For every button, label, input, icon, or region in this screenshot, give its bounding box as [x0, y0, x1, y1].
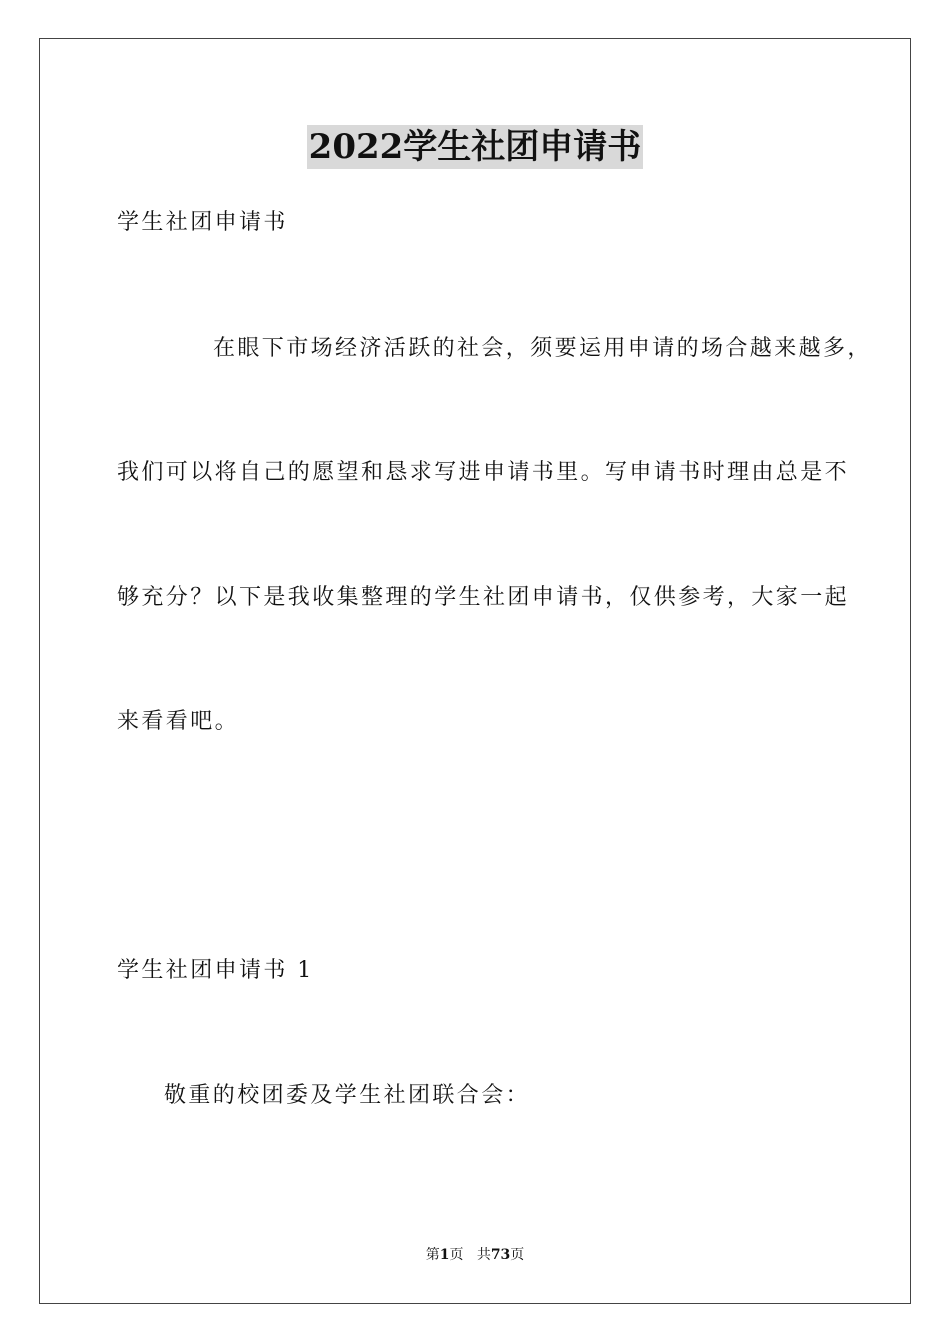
- title-container: [0, 125, 950, 169]
- footer-total-suffix: 页: [510, 1247, 525, 1263]
- footer-page-number: 1: [439, 1247, 450, 1263]
- footer-total-pages: 73: [490, 1247, 511, 1263]
- page-footer: [0, 1245, 950, 1265]
- intro-line-3: 够充分？以下是我收集整理的学生社团申请书，仅供参考，大家一起: [117, 585, 850, 610]
- footer-total-prefix: 共: [476, 1247, 491, 1263]
- salutation: 敬重的校团委及学生社团联合会：: [164, 1083, 531, 1108]
- footer-page-suffix: 页: [449, 1247, 464, 1263]
- intro-line-4: 来看看吧。: [117, 709, 240, 734]
- intro-line-2: 我们可以将自己的愿望和恳求写进申请书里。写申请书时理由总是不: [117, 460, 850, 485]
- section-heading: 学生社团申请书 1: [117, 958, 314, 983]
- document-title: 2022学生社团申请书: [308, 127, 642, 167]
- footer-page-prefix: 第: [425, 1247, 440, 1263]
- intro-line-1: 在眼下市场经济活跃的社会，须要运用申请的场合越来越多，: [213, 336, 872, 361]
- document-subtitle: 学生社团申请书: [117, 210, 288, 235]
